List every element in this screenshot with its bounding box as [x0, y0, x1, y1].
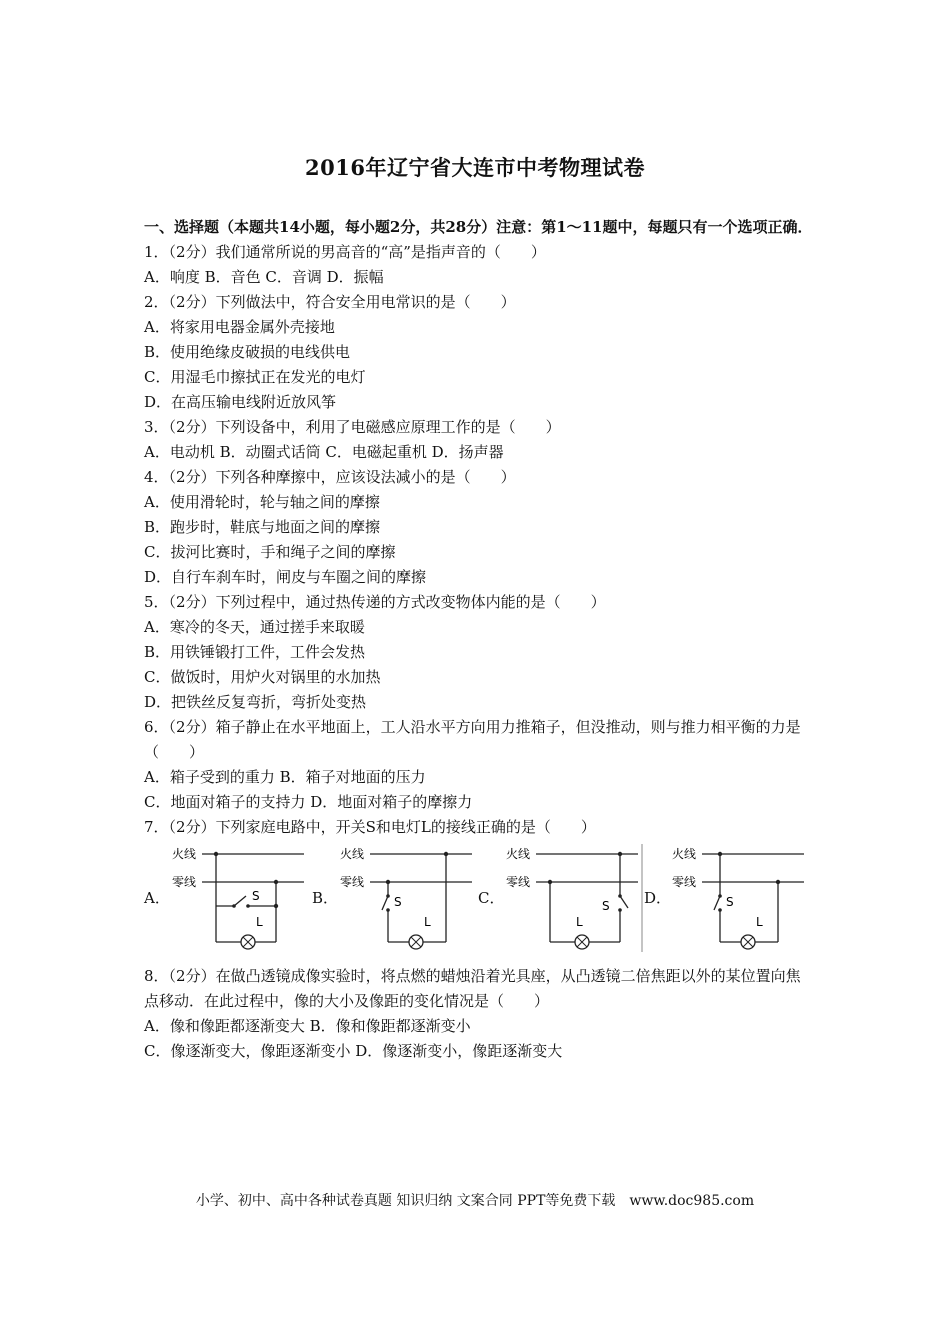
option-line: A．电动机 B．动圈式话筒 C．电磁起重机 D．扬声器 — [144, 443, 504, 461]
neutral-wire-label: 零线 — [506, 875, 531, 889]
circuit-diagram-a — [170, 844, 310, 952]
lamp-label: L — [424, 915, 431, 929]
switch-icon — [382, 896, 388, 910]
option-line-ab: A．像和像距都逐渐变大 B．像和像距都逐渐变小 — [144, 1017, 471, 1035]
option-line-ab: A．箱子受到的重力 B．箱子对地面的压力 — [144, 768, 426, 786]
option-a: A．寒冷的冬天，通过搓手来取暖 — [144, 618, 365, 636]
circuit-option-b — [312, 844, 478, 952]
circuit-option-d — [644, 844, 810, 952]
question-5 — [144, 590, 814, 715]
option-c: C．做饭时，用炉火对锅里的水加热 — [144, 668, 381, 686]
question-stem: 7．（2分）下列家庭电路中，开关S和电灯L的接线正确的是（ ） — [144, 818, 596, 836]
switch-icon — [234, 896, 246, 906]
page-footer: 小学、初中、高中各种试卷真题 知识归纳 文案合同 PPT等免费下载 www.doc985.com — [195, 1193, 755, 1209]
option-line-cd: C．地面对箱子的支持力 D．地面对箱子的摩擦力 — [144, 793, 473, 811]
circuit-diagram-d — [670, 844, 810, 952]
switch-label: S — [602, 899, 610, 913]
option-label: A． — [144, 888, 170, 907]
option-d: D．把铁丝反复弯折，弯折处变热 — [144, 693, 367, 711]
option-b: B．跑步时，鞋底与地面之间的摩擦 — [144, 518, 381, 536]
question-8 — [144, 964, 814, 1064]
circuit-option-a — [144, 844, 310, 952]
live-wire-label: 火线 — [172, 847, 197, 861]
question-stem: 8．（2分）在做凸透镜成像实验时，将点燃的蜡烛沿着光具座，从凸透镜二倍焦距以外的某位置向焦点移动．在此过程中，像的大小及像距的变化情况是（ ） — [144, 967, 801, 1010]
option-b: B．使用绝缘皮破损的电线供电 — [144, 343, 351, 361]
circuit-diagram-b — [338, 844, 478, 952]
question-3 — [144, 415, 814, 465]
question-stem: 3．（2分）下列设备中，利用了电磁感应原理工作的是（ ） — [144, 418, 561, 436]
question-4 — [144, 465, 814, 590]
neutral-wire-label: 零线 — [672, 875, 697, 889]
question-7 — [144, 815, 814, 954]
lamp-label: L — [756, 915, 763, 929]
live-wire-label: 火线 — [672, 847, 697, 861]
question-stem: 6．（2分）箱子静止在水平地面上，工人沿水平方向用力推箱子，但没推动，则与推力相平衡的力是（ ） — [144, 718, 801, 761]
live-wire-label: 火线 — [506, 847, 531, 861]
lamp-label: L — [576, 915, 583, 929]
option-a: A．将家用电器金属外壳接地 — [144, 318, 335, 336]
option-line: A．响度 B．音色 C．音调 D．振幅 — [144, 268, 384, 286]
circuit-diagrams — [144, 842, 814, 954]
lamp-label: L — [256, 915, 263, 929]
circuit-diagram-c — [504, 844, 644, 952]
option-b: B．用铁锤锻打工件，工件会发热 — [144, 643, 366, 661]
option-a: A．使用滑轮时，轮与轴之间的摩擦 — [144, 493, 380, 511]
exam-content — [144, 215, 814, 1064]
section-heading: 一、选择题（本题共14小题，每小题2分，共28分）注意：第1～11题中，每题只有一个选项正确． — [144, 218, 813, 236]
option-c: C．用湿毛巾擦拭正在发光的电灯 — [144, 368, 366, 386]
option-c: C．拔河比赛时，手和绳子之间的摩擦 — [144, 543, 396, 561]
option-label: C． — [478, 888, 505, 907]
switch-label: S — [726, 895, 734, 909]
option-label: D． — [644, 888, 672, 907]
option-line-cd: C．像逐渐变大，像距逐渐变小 D．像逐渐变小，像距逐渐变大 — [144, 1042, 563, 1060]
neutral-wire-label: 零线 — [340, 875, 365, 889]
question-stem: 1．（2分）我们通常所说的男高音的“高”是指声音的（ ） — [144, 243, 546, 261]
switch-icon — [714, 896, 720, 910]
question-stem: 2．（2分）下列做法中，符合安全用电常识的是（ ） — [144, 293, 516, 311]
live-wire-label: 火线 — [340, 847, 365, 861]
circuit-option-c — [478, 844, 644, 952]
question-2 — [144, 290, 814, 415]
option-d: D．在高压输电线附近放风筝 — [144, 393, 337, 411]
neutral-wire-label: 零线 — [172, 875, 197, 889]
question-6 — [144, 715, 814, 815]
question-stem: 5．（2分）下列过程中，通过热传递的方式改变物体内能的是（ ） — [144, 593, 606, 611]
switch-label: S — [394, 895, 402, 909]
question-1 — [144, 240, 814, 290]
question-stem: 4．（2分）下列各种摩擦中，应该设法减小的是（ ） — [144, 468, 516, 486]
page-title: 2016年辽宁省大连市中考物理试卷 — [305, 155, 645, 180]
switch-icon — [620, 896, 628, 908]
switch-label: S — [252, 889, 260, 903]
option-d: D．自行车刹车时，闸皮与车圈之间的摩擦 — [144, 568, 427, 586]
option-label: B． — [312, 888, 339, 907]
